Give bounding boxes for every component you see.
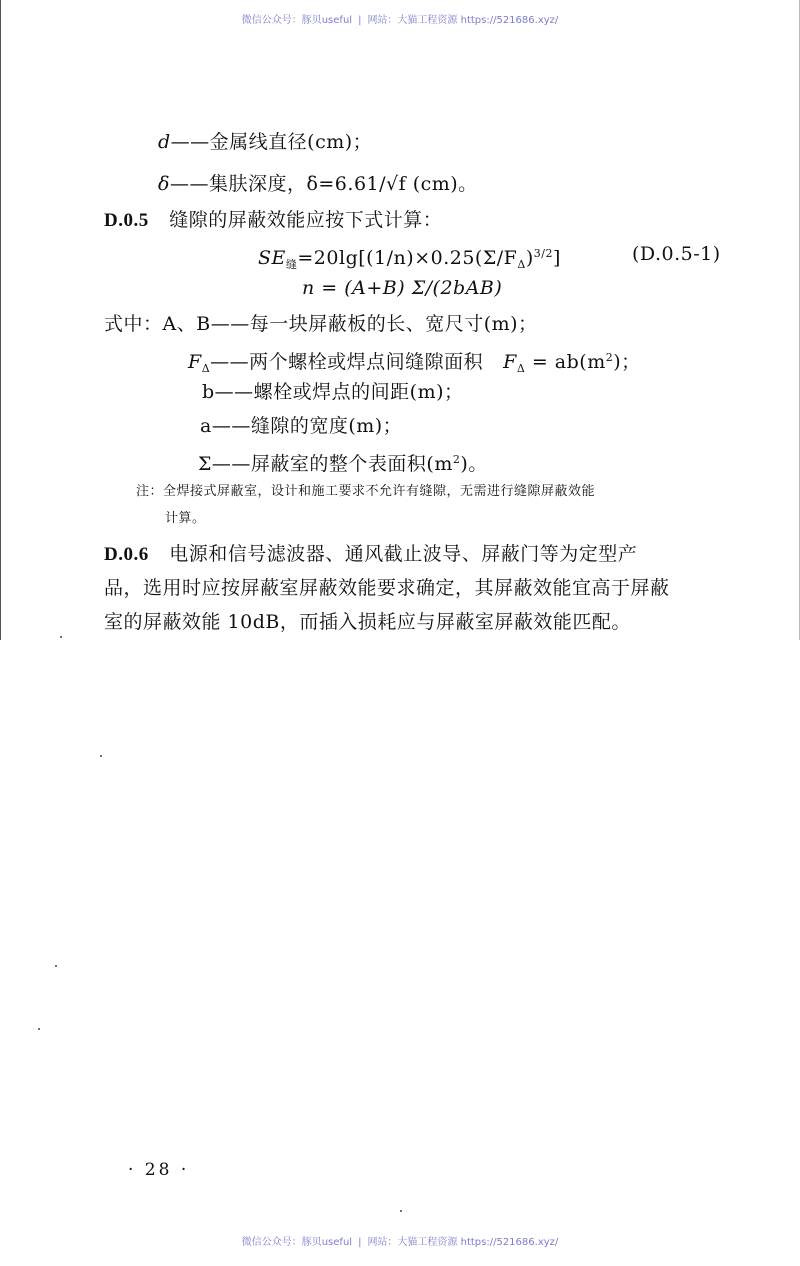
section-d06-line-1 xyxy=(104,540,637,569)
symbol-d: d xyxy=(158,131,171,153)
note-line-2: 计算。 xyxy=(165,511,206,526)
section-d06-line-3: 室的屏蔽效能 10dB，而插入损耗应与屏蔽室屏蔽效能匹配。 xyxy=(104,611,631,633)
watermark-divider: | xyxy=(358,1237,362,1248)
sigma-end: )。 xyxy=(460,453,488,475)
where-ab-text: A、B——每一块屏蔽板的长、宽尺寸(m)； xyxy=(162,313,538,335)
scan-speck xyxy=(400,1210,402,1212)
fdelta-eq-sup: 2 xyxy=(605,351,614,364)
formula-se-rhs-c: ] xyxy=(552,247,561,269)
definition-delta-text: ——集肤深度，δ=6.61/√f (cm)。 xyxy=(169,173,478,195)
sigma-sup: 2 xyxy=(452,453,461,466)
watermark-top xyxy=(0,11,800,26)
scan-speck xyxy=(38,1028,40,1030)
sigma-text: Σ——屏蔽室的整个表面积(m xyxy=(198,453,453,475)
definition-d-text: ——金属线直径(cm)； xyxy=(170,131,373,153)
scan-speck xyxy=(100,755,102,757)
symbol-delta: δ xyxy=(158,173,170,195)
section-d05 xyxy=(104,206,442,235)
scan-speck xyxy=(55,965,57,967)
watermark-bottom xyxy=(0,1233,800,1248)
fdelta-symbol: F xyxy=(188,351,202,373)
formula-se-rhs-b: ) xyxy=(525,247,534,269)
definition-delta xyxy=(158,170,478,198)
definition-d xyxy=(158,128,372,156)
formula-se-lhs: SE xyxy=(258,247,286,269)
note-line-1: 注：全焊接式屏蔽室，设计和施工要求不允许有缝隙，无需进行缝隙屏蔽效能 xyxy=(136,484,596,499)
watermark-divider: | xyxy=(358,15,362,26)
formula-n: n = (A+B) Σ/(2bAB) xyxy=(302,277,503,299)
fdelta-eq-text: = ab(m xyxy=(525,351,606,373)
where-ab xyxy=(104,310,538,338)
fdelta-text: ——两个螺栓或焊点间缝隙面积 xyxy=(210,351,484,373)
formula-se-rhs-sub: Δ xyxy=(517,258,526,271)
section-d05-text: 缝隙的屏蔽效能应按下式计算： xyxy=(169,209,443,231)
where-b: b——螺栓或焊点的间距(m)； xyxy=(202,381,464,403)
section-d05-number: D.0.5 xyxy=(104,210,149,231)
fdelta-eq-sub: Δ xyxy=(516,362,526,375)
watermark-account: 微信公众号：豚贝useful xyxy=(241,1237,353,1248)
where-lead: 式中： xyxy=(104,313,163,335)
equation-number: (D.0.5-1) xyxy=(632,243,721,265)
formula-se-rhs-sup: 3/2 xyxy=(533,247,553,260)
formula-se-lhs-sub: 缝 xyxy=(285,258,298,271)
where-a: a——缝隙的宽度(m)； xyxy=(200,415,403,437)
fdelta-eq-symbol: F xyxy=(503,351,517,373)
where-sigma xyxy=(198,446,488,478)
page-left-edge xyxy=(0,0,1,640)
scan-speck xyxy=(60,636,62,638)
fdelta-eq-end: )； xyxy=(613,351,641,373)
section-d06-text-1: 电源和信号滤波器、通风截止波导、屏蔽门等为定型产 xyxy=(169,543,638,565)
section-d06-number: D.0.6 xyxy=(104,544,149,565)
watermark-site: 网站：大猫工程资源 https://521686.xyz/ xyxy=(367,15,559,26)
page-number: · 28 · xyxy=(128,1160,190,1180)
section-d06-line-2: 品，选用时应按屏蔽室屏蔽效能要求确定，其屏蔽效能宜高于屏蔽 xyxy=(104,577,670,599)
fdelta-symbol-sub: Δ xyxy=(201,362,211,375)
formula-se-rhs-a: =20lg[(1/n)×0.25(Σ/F xyxy=(297,247,518,269)
watermark-site: 网站：大猫工程资源 https://521686.xyz/ xyxy=(367,1237,559,1248)
watermark-account: 微信公众号：豚贝useful xyxy=(241,15,353,26)
